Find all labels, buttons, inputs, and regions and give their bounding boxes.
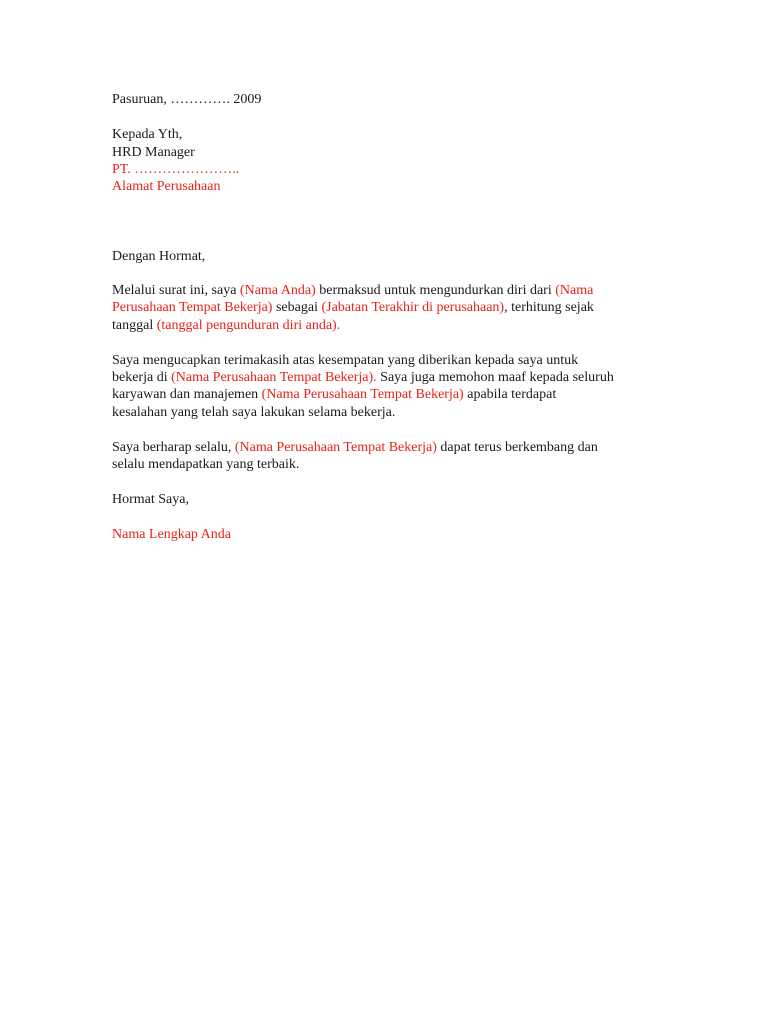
- placeholder-company: (Nama Perusahaan Tempat Bekerja): [234, 440, 437, 455]
- text-segment: Melalui surat ini, saya: [112, 283, 240, 298]
- text-segment: dapat terus berkembang dan: [436, 440, 598, 455]
- recipient-position: HRD Manager: [112, 145, 195, 160]
- text-segment: tanggal: [112, 318, 157, 333]
- placeholder-company: (Nama Perusahaan Tempat Bekerja).: [171, 370, 377, 385]
- recipient-salutation: Kepada Yth,: [112, 127, 183, 142]
- paragraph1-line3: [112, 317, 340, 334]
- paragraph1-line2: [112, 299, 594, 316]
- text-segment: sebagai: [272, 300, 322, 315]
- placeholder-tanggal: (tanggal pengunduran diri anda).: [156, 318, 341, 333]
- closing: Hormat Saya,: [112, 492, 189, 507]
- paragraph2-line2: [112, 369, 614, 386]
- paragraph2-line4: kesalahan yang telah saya lakukan selama bekerja.: [112, 405, 396, 420]
- placeholder-company-end: Perusahaan Tempat Bekerja): [112, 300, 273, 315]
- placeholder-company-start: (Nama: [555, 283, 594, 298]
- text-segment: , terhitung sejak: [504, 300, 594, 315]
- text-segment: apabila terdapat: [463, 387, 557, 402]
- paragraph2-line3: [112, 386, 556, 403]
- recipient-address: Alamat Perusahaan: [112, 179, 221, 194]
- text-segment: Saya juga memohon maaf kepada seluruh: [376, 370, 614, 385]
- signature-name: Nama Lengkap Anda: [112, 527, 231, 542]
- placeholder-nama-anda: (Nama Anda): [239, 283, 316, 298]
- placeholder-jabatan: (Jabatan Terakhir di perusahaan): [321, 300, 505, 315]
- paragraph3-line1: [112, 439, 598, 456]
- paragraph3-line2: selalu mendapatkan yang terbaik.: [112, 457, 300, 472]
- greeting: Dengan Hormat,: [112, 249, 206, 264]
- text-segment: karyawan dan manajemen: [112, 387, 262, 402]
- place-date: Pasuruan, …………. 2009: [112, 92, 262, 107]
- text-segment: bekerja di: [112, 370, 172, 385]
- paragraph1-line1: [112, 282, 593, 299]
- text-segment: Saya berharap selalu,: [112, 440, 235, 455]
- text-segment: bermaksud untuk mengundurkan diri dari: [315, 283, 556, 298]
- paragraph2-line1: Saya mengucapkan terimakasih atas kesempatan yang diberikan kepada saya untuk: [112, 353, 579, 368]
- recipient-company: PT. …………………..: [112, 162, 240, 177]
- placeholder-company: (Nama Perusahaan Tempat Bekerja): [261, 387, 464, 402]
